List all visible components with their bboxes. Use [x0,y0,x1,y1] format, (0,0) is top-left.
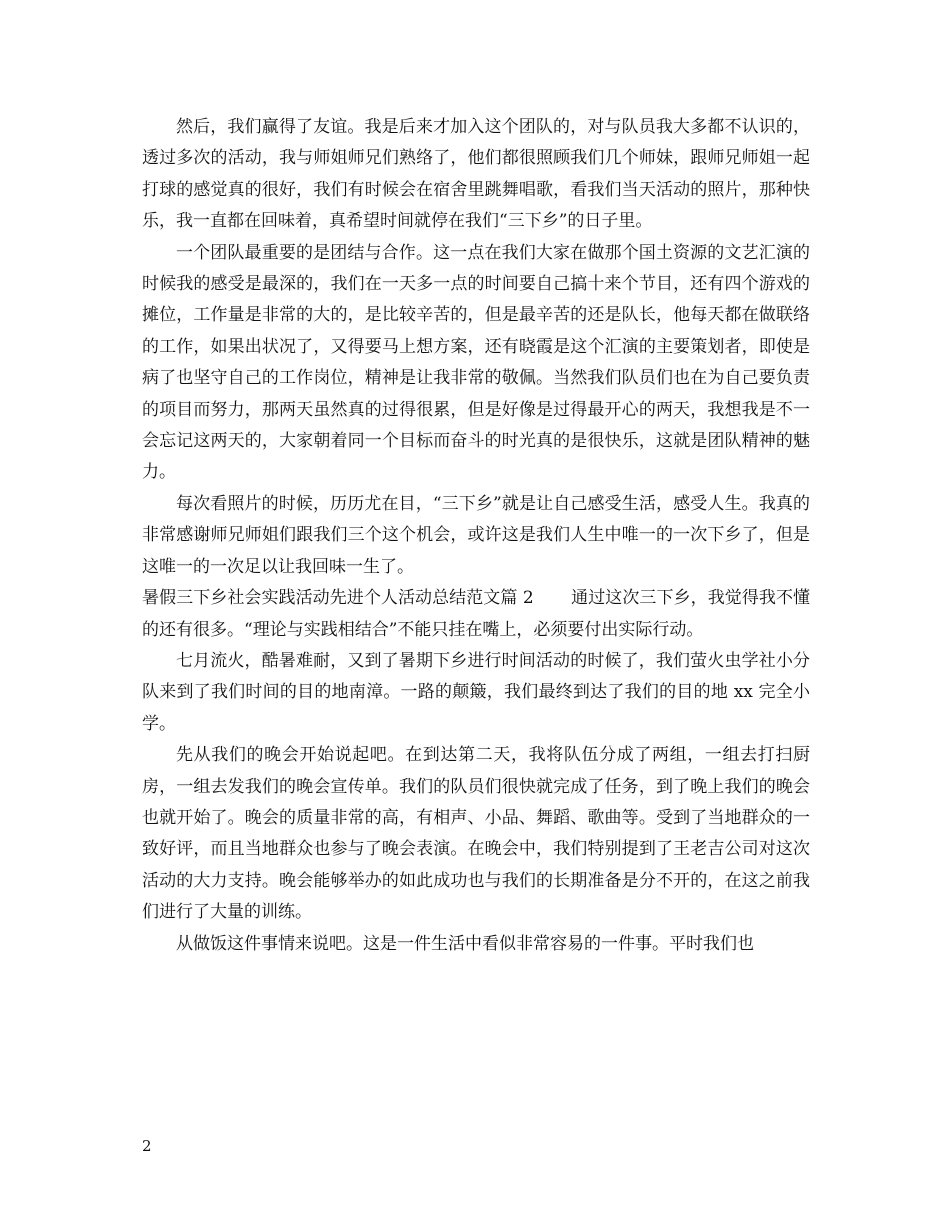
section-title: 暑假三下乡社会实践活动先进个人活动总结范文篇 2 [142,588,534,609]
paragraph-evening-show: 先从我们的晚会开始说起吧。在到达第二天，我将队伍分成了两组，一组去打扫厨房，一组去发我们的晚会宣传单。我们的队员们很快就完成了任务，到了晚上我们的晚会也就开始了。晚会的质量非常的高，有相声、小品、舞蹈、歌曲等。受到了当地群众的一致好评，而且当地群众也参与了晚会表演。在晚会中，我们特别提到了王老吉公司对这次活动的大力支持。晚会能够举办的如此成功也与我们的长期准备是分不开的，在这之前我们进行了大量的训练。 [142,745,810,923]
paragraph-july: 七月流火，酷暑难耐，又到了暑期下乡进行时间活动的时候了，我们萤火虫学社小分队来到了我们时间的目的地南漳。一路的颠簸，我们最终到达了我们的目的地 xx 完全小学。 [142,650,810,734]
page-number: 2 [142,1137,152,1155]
paragraph-friendship: 然后，我们赢得了友谊。我是后来才加入这个团队的，对与队员我大多都不认识的，透过多次的活动，我与师姐师兄们熟络了，他们都很照顾我们几个师妹，跟师兄师姐一起打球的感觉真的很好，我们有时候会在宿舍里跳舞唱歌，看我们当天活动的照片，那种快乐，我一直都在回味着，真希望时间就停在我们“三下乡”的日子里。 [142,117,810,232]
paragraph-cooking: 从做饭这件事情来说吧。这是一件生活中看似非常容易的一件事。平时我们也 [176,933,754,954]
paragraph-teamwork: 一个团队最重要的是团结与合作。这一点在我们大家在做那个国土资源的文艺汇演的时候我的感受是最深的，我们在一天多一点的时间要自己搞十来个节目，还有四个游戏的摊位，工作量是非常的大的，是比较辛苦的，但是最辛苦的还是队长，他每天都在做联络的工作，如果出状况了，又得要马上想方案，还有晓霞是这个汇演的主要策划者，即使是病了也坚守自己的工作岗位，精神是让我非常的敬佩。当然我们队员们也在为自己要负责的项目而努力，那两天虽然真的过得很累，但是好像是过得最开心的两天，我想我是不一会忘记这两天的，大家朝着同一个目标而奋斗的时光真的是很快乐，这就是团队精神的魅力。 [142,242,810,483]
paragraph-photos: 每次看照片的时候，历历尤在目，“三下乡”就是让自己感受生活，感受人生。我真的非常感谢师兄师姐们跟我们三个这个机会，或许这是我们人生中唯一的一次下乡了，但是这唯一的一次足以让我回味一生了。 [142,493,810,577]
section-intro: 通过这次三下乡，我觉得我不懂的还有很多。“理论与实践相结合”不能只挂在嘴上，必须要付出实际行动。 [142,588,811,640]
section-heading-paragraph [142,583,810,646]
document-body [142,112,810,960]
